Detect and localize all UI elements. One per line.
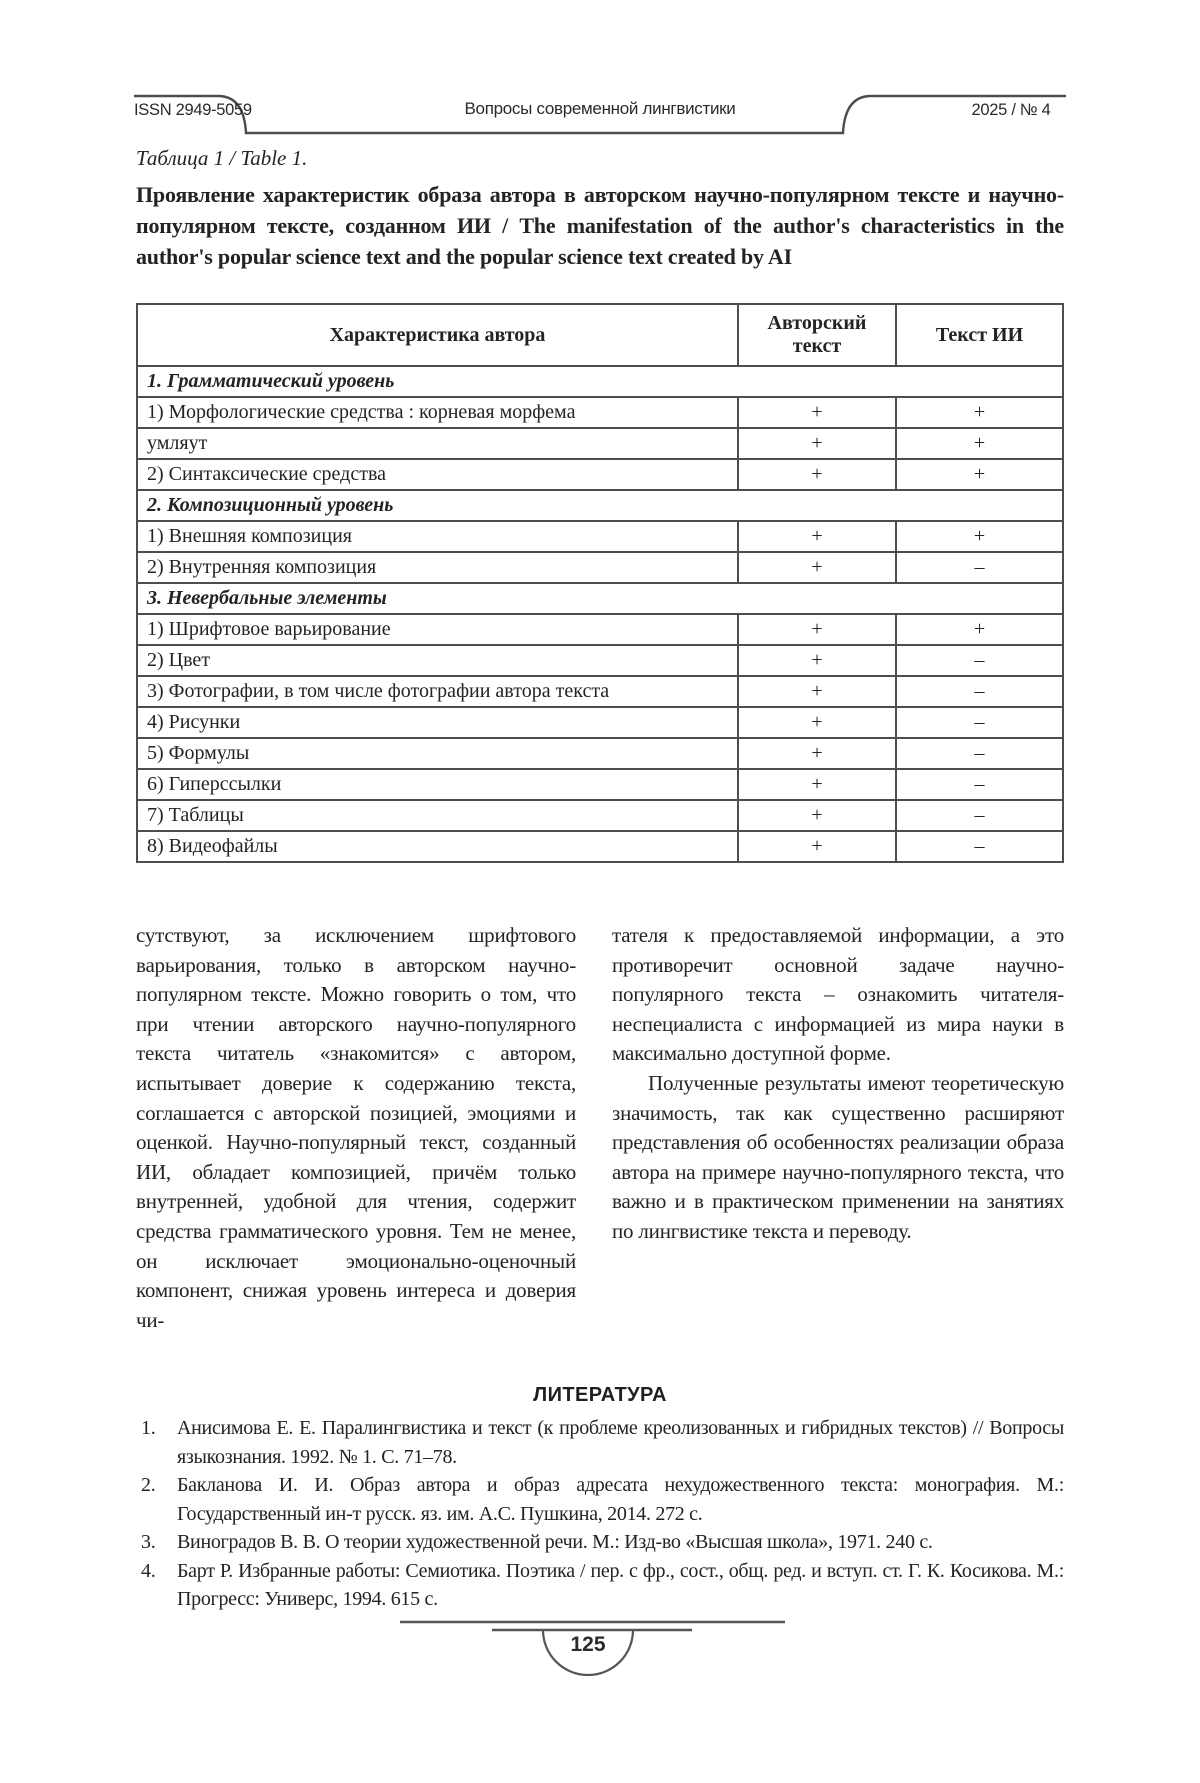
reference-text: Анисимова Е. Е. Паралингвистика и текст (к проблеме креолизованных и гибридных текстов) // Вопросы языкознания. 1992. № 1. С. 71–78. — [177, 1417, 1064, 1468]
characteristic-label: 6) Гиперссылки — [137, 769, 738, 800]
column-header-author-text: Авторский текст — [738, 304, 896, 366]
issn-label: ISSN 2949-5059 — [134, 101, 252, 119]
author-text-mark: + — [738, 428, 896, 459]
table-row — [137, 397, 1063, 428]
reference-item — [136, 1528, 1064, 1557]
reference-number: 3. — [141, 1531, 156, 1553]
characteristic-label: 8) Видеофайлы — [137, 831, 738, 862]
characteristic-label: 5) Формулы — [137, 738, 738, 769]
author-text-mark: + — [738, 614, 896, 645]
section-label: 1. Грамматический уровень — [137, 366, 1063, 397]
author-text-mark: + — [738, 707, 896, 738]
characteristic-label: 1) Шрифтовое варьирование — [137, 614, 738, 645]
author-text-mark: + — [738, 552, 896, 583]
ai-text-mark: – — [896, 676, 1063, 707]
characteristic-label: 2) Цвет — [137, 645, 738, 676]
ai-text-mark: – — [896, 800, 1063, 831]
table-section-row — [137, 366, 1063, 397]
characteristic-label: 4) Рисунки — [137, 707, 738, 738]
section-label: 3. Невербальные элементы — [137, 583, 1063, 614]
table-row — [137, 459, 1063, 490]
ai-text-mark: + — [896, 428, 1063, 459]
ai-text-mark: – — [896, 738, 1063, 769]
ai-text-mark: – — [896, 831, 1063, 862]
table-row — [137, 676, 1063, 707]
paragraph: тателя к предоставляемой информации, а это противоречит основной задаче научно-популярного текста – ознакомить читателя-неспециалиста с информацией из мира науки в максимально доступной форме. — [612, 923, 1064, 1066]
table-caption: Таблица 1 / Table 1. — [136, 146, 308, 170]
reference-text: Барт Р. Избранные работы: Семиотика. Поэтика / пер. с фр., сост., общ. ред. и вступ. ст. Г. К. Косикова. М.: Прогресс: Универс, 1994. 615 с. — [177, 1559, 1064, 1610]
table-title: Проявление характеристик образа автора в авторском научно-популярном тексте и научно-популярном тексте, созданном ИИ / The manifestation of the author's characteristics in the author's popular science text and the popular science text created by AI — [136, 182, 1064, 269]
ai-text-mark: – — [896, 707, 1063, 738]
table-row — [137, 769, 1063, 800]
characteristic-label: 1) Морфологические средства : корневая морфема — [137, 397, 738, 428]
reference-item — [136, 1557, 1064, 1614]
table-row — [137, 614, 1063, 645]
characteristic-label: 7) Таблицы — [137, 800, 738, 831]
ai-text-mark: – — [896, 645, 1063, 676]
table-row — [137, 800, 1063, 831]
ai-text-mark: + — [896, 459, 1063, 490]
ai-text-mark: + — [896, 397, 1063, 428]
author-text-mark: + — [738, 800, 896, 831]
table-row — [137, 707, 1063, 738]
author-text-mark: + — [738, 738, 896, 769]
body-text-left-column: сутствуют, за исключением шрифтового варьирования, только в авторском научно-популярном тексте. Можно говорить о том, что при чтении авторского научно-популярного текста читатель «знакомится» с автором, испытывает доверие к содержанию текста, соглашается с авторской позицией, эмоциями и оценкой. Научно-популярный текст, созданный ИИ, обладает композицией, причём только внутренней, удобной для чтения, содержит средства грамматического уровня. Тем не менее, он исключает эмоционально-оценочный компонент, снижая уровень интереса и доверия чи- — [136, 923, 576, 1332]
references-list — [136, 1414, 1064, 1614]
reference-number: 1. — [141, 1417, 156, 1439]
reference-item — [136, 1414, 1064, 1471]
column-header-ai-text: Текст ИИ — [896, 304, 1063, 366]
author-text-mark: + — [738, 459, 896, 490]
reference-item — [136, 1471, 1064, 1528]
journal-title: Вопросы современной лингвистики — [464, 99, 736, 118]
characteristic-label: 1) Внешняя композиция — [137, 521, 738, 552]
table-row — [137, 738, 1063, 769]
table-row — [137, 831, 1063, 862]
table-row — [137, 428, 1063, 459]
author-text-mark: + — [738, 831, 896, 862]
author-text-mark: + — [738, 397, 896, 428]
characteristic-label: 2) Внутренняя композиция — [137, 552, 738, 583]
references-heading: ЛИТЕРАТУРА — [533, 1384, 667, 1406]
table-row — [137, 645, 1063, 676]
ai-text-mark: – — [896, 552, 1063, 583]
author-text-mark: + — [738, 521, 896, 552]
table-section-row — [137, 583, 1063, 614]
table-header-row — [137, 304, 1063, 366]
reference-text: Виноградов В. В. О теории художественной речи. М.: Изд-во «Высшая школа», 1971. 240 с. — [177, 1531, 933, 1553]
table-row — [137, 521, 1063, 552]
characteristics-table — [136, 303, 1064, 863]
section-label: 2. Композиционный уровень — [137, 490, 1063, 521]
reference-number: 2. — [141, 1474, 156, 1496]
body-text-right-column — [612, 921, 1064, 1247]
issue-label: 2025 / № 4 — [971, 101, 1051, 119]
reference-number: 4. — [141, 1559, 156, 1582]
characteristic-label: 3) Фотографии, в том числе фотографии автора текста — [137, 676, 738, 707]
author-text-mark: + — [738, 769, 896, 800]
author-text-mark: + — [738, 645, 896, 676]
paragraph: Полученные результаты имеют теоретическую значимость, так как существенно расширяют представления об особенностях реализации образа автора на примере научно-популярного текста, что важно и в практическом применении на занятиях по лингвистике текста и переводу. — [612, 1070, 1064, 1243]
characteristic-label: 2) Синтаксические средства — [137, 459, 738, 490]
page-number: 125 — [570, 1633, 606, 1656]
table-row — [137, 552, 1063, 583]
table-section-row — [137, 490, 1063, 521]
ai-text-mark: + — [896, 521, 1063, 552]
characteristic-label: умляут — [137, 428, 738, 459]
ai-text-mark: – — [896, 769, 1063, 800]
column-header-characteristic: Характеристика автора — [137, 304, 738, 366]
ai-text-mark: + — [896, 614, 1063, 645]
author-text-mark: + — [738, 676, 896, 707]
reference-text: Бакланова И. И. Образ автора и образ адресата нехудожественного текста: монография. М.: Государственный ин-т русск. яз. им. А.С. Пушкина, 2014. 272 с. — [177, 1474, 1064, 1525]
